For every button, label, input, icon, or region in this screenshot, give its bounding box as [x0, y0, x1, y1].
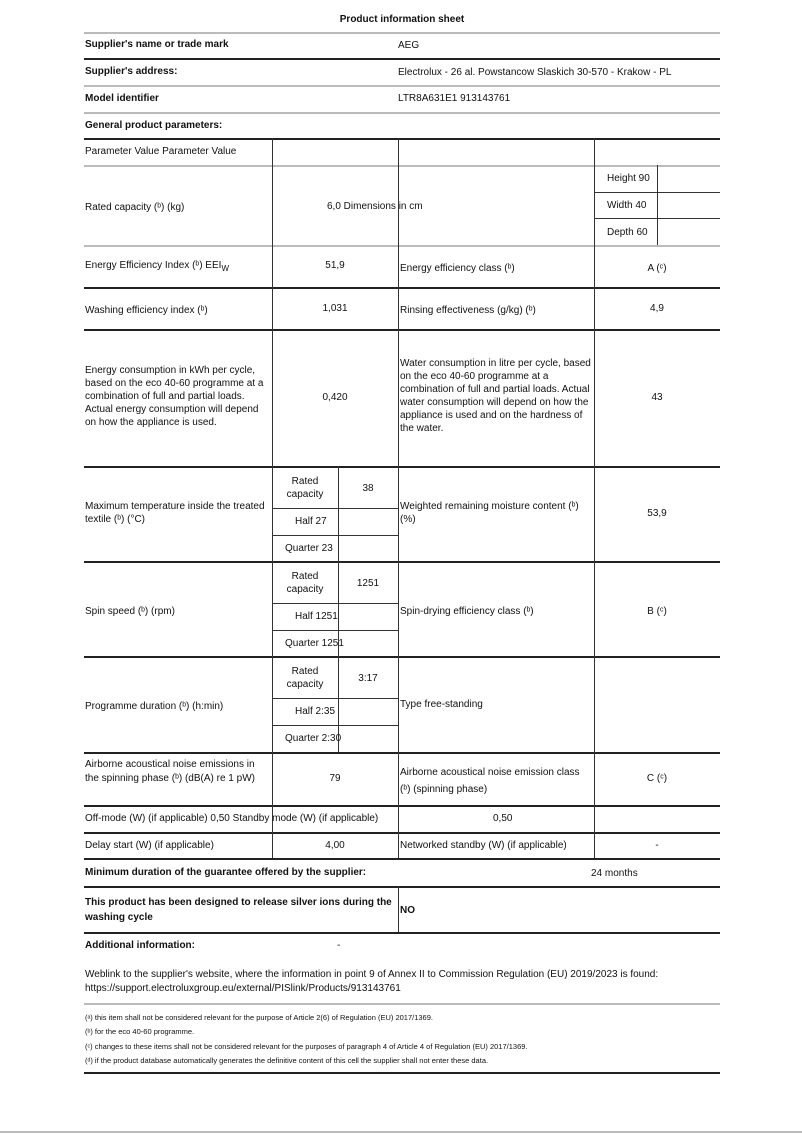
guarantee-value: 24 months	[591, 868, 638, 879]
temp-quarter: Quarter 23	[285, 543, 333, 554]
model-label: Model identifier	[85, 93, 159, 104]
rinsing-value: 4,9	[650, 303, 664, 314]
column-divider	[398, 138, 399, 858]
supplier-address-label: Supplier's address:	[85, 66, 178, 77]
general-parameters-label: General product parameters:	[85, 120, 223, 131]
divider	[272, 508, 398, 509]
divider	[272, 698, 398, 699]
divider	[84, 858, 720, 860]
duration-rated-value: 3:17	[358, 673, 378, 684]
divider	[84, 138, 720, 140]
additional-info-label: Additional information:	[85, 940, 195, 951]
moisture-label: Weighted remaining moisture content (ᵇ) (%)	[400, 501, 579, 525]
water-consumption-value: 43	[651, 392, 663, 403]
max-temperature-label: Maximum temperature inside the treated textile (ᵇ) (°C)	[85, 501, 265, 525]
noise-class-value: C (ᶜ)	[646, 773, 668, 784]
height-value: Height 90	[607, 173, 650, 184]
divider	[84, 245, 720, 247]
divider	[84, 112, 720, 114]
model-value: LTR8A631E1 913143761	[398, 93, 511, 104]
divider	[84, 1072, 720, 1074]
footnote-a: (ᵃ) this item shall not be considered relevant for the purpose of Article 2(6) of Regulation (EU) 2017/1369.	[85, 1013, 433, 1022]
footnote-d: (ᵈ) if the product database automatically generates the definitive content of this cell the supplier shall not enter these data.	[85, 1056, 489, 1065]
washing-index-label: Washing efficiency index (ᵇ)	[85, 305, 208, 316]
column-divider	[657, 165, 658, 245]
energy-class-value: A (ᶜ)	[647, 263, 667, 274]
footnote-c: (ᶜ) changes to these items shall not be considered relevant for the purposes of paragraph 4 of Article 4 of Regulation (EU) 2017/1369.	[85, 1042, 528, 1051]
guarantee-label: Minimum duration of the guarantee offered by the supplier:	[85, 867, 367, 878]
divider	[84, 656, 720, 658]
divider	[84, 32, 720, 34]
depth-value: Depth 60	[607, 227, 648, 238]
divider	[84, 832, 720, 834]
spin-rated-label: Rated capacity	[286, 571, 324, 595]
divider	[84, 886, 720, 888]
table-header: Parameter Value Parameter Value	[85, 146, 237, 157]
spin-class-value: B (ᶜ)	[647, 606, 667, 617]
weblink-text: Weblink to the supplier's website, where the information in point 9 of Annex II to Commission Regulation (EU) 2019/2023 is found: https://support.electroluxgroup.eu/external/PISlink/Products/913143761	[85, 969, 659, 994]
column-divider	[594, 138, 595, 858]
eei-value: 51,9	[325, 260, 345, 271]
energy-consumption-label: Energy consumption in kWh per cycle, based on the eco 40-60 programme at a combination of full and partial loads. Actual energy consumption will depend on how the appliance is used.	[85, 365, 264, 428]
width-value: Width 40	[607, 200, 647, 211]
noise-label: Airborne acoustical noise emissions in the spinning phase (ᵇ) (dB(A) re 1 pW)	[85, 759, 255, 784]
divider	[84, 752, 720, 754]
supplier-name-label: Supplier's name or trade mark	[85, 39, 229, 50]
delay-start-label: Delay start (W) (if applicable)	[85, 840, 214, 851]
divider	[84, 165, 720, 167]
temp-rated-value: 38	[362, 483, 374, 494]
networked-standby-value: -	[655, 840, 659, 851]
spin-quarter: Quarter 1251	[285, 638, 344, 649]
supplier-name-value: AEG	[398, 40, 420, 51]
moisture-value: 53,9	[647, 508, 667, 519]
eei-label-text: Energy Efficiency Index (ᵇ) EEI	[85, 260, 222, 271]
divider	[594, 192, 720, 193]
footnote-b: (ᵇ) for the eco 40-60 programme.	[85, 1027, 195, 1036]
energy-class-label: Energy efficiency class (ᵇ)	[400, 263, 515, 274]
divider	[0, 1131, 802, 1133]
noise-value: 79	[329, 773, 341, 784]
divider	[272, 725, 398, 726]
temp-rated-label: Rated capacity	[286, 476, 324, 500]
silver-ions-value: NO	[400, 905, 415, 916]
additional-info-value: -	[337, 940, 341, 951]
eei-subscript: W	[221, 264, 229, 273]
divider	[84, 85, 720, 87]
duration-half: Half 2:35	[295, 706, 336, 717]
divider	[84, 329, 720, 331]
standby-value: 0,50	[493, 813, 513, 824]
water-consumption-label: Water consumption in litre per cycle, based on the eco 40-60 programme at a combination of full and partial loads. Actual water consumption will depend on how the appliance is used and on the hardness of the water.	[400, 358, 591, 434]
networked-standby-label: Networked standby (W) (if applicable)	[400, 840, 567, 851]
page-title: Product information sheet	[339, 14, 465, 25]
divider	[84, 932, 720, 934]
duration-rated-label: Rated capacity	[286, 666, 324, 690]
noise-class-label: Airborne acoustical noise emission class (ᵇ) (spinning phase)	[400, 767, 580, 795]
column-divider	[398, 886, 399, 932]
divider	[84, 58, 720, 60]
type-label: Type free-standing	[400, 699, 483, 710]
divider	[84, 805, 720, 807]
supplier-address-value: Electrolux - 26 al. Powstancow Slaskich 30-570 - Krakow - PL	[398, 67, 672, 78]
washing-index-value: 1,031	[322, 303, 348, 314]
duration-quarter: Quarter 2:30	[285, 733, 342, 744]
divider	[272, 630, 398, 631]
divider	[84, 561, 720, 563]
offmode-standby-label: Off-mode (W) (if applicable) 0,50 Standby mode (W) (if applicable)	[85, 813, 379, 824]
divider	[84, 466, 720, 468]
spin-rated-value: 1251	[356, 578, 380, 589]
spin-speed-label: Spin speed (ᵇ) (rpm)	[85, 606, 175, 617]
temp-half: Half 27	[295, 516, 327, 527]
divider	[594, 218, 720, 219]
rated-capacity-label: Rated capacity (ᵇ) (kg)	[85, 202, 185, 213]
divider	[272, 535, 398, 536]
silver-ions-label: This product has been designed to release silver ions during the washing cycle	[85, 897, 392, 923]
spin-half: Half 1251	[295, 611, 338, 622]
duration-label: Programme duration (ᵇ) (h:min)	[85, 701, 224, 712]
column-divider	[272, 138, 273, 858]
energy-consumption-value: 0,420	[322, 392, 348, 403]
rinsing-label: Rinsing effectiveness (g/kg) (ᵇ)	[400, 305, 536, 316]
divider	[84, 1003, 720, 1005]
divider	[84, 287, 720, 289]
eei-label	[85, 259, 229, 275]
rated-capacity-value: 6,0 Dimensions in cm	[327, 201, 423, 212]
spin-class-label: Spin-drying efficiency class (ᵇ)	[400, 606, 534, 617]
delay-start-value: 4,00	[325, 840, 345, 851]
divider	[272, 603, 398, 604]
